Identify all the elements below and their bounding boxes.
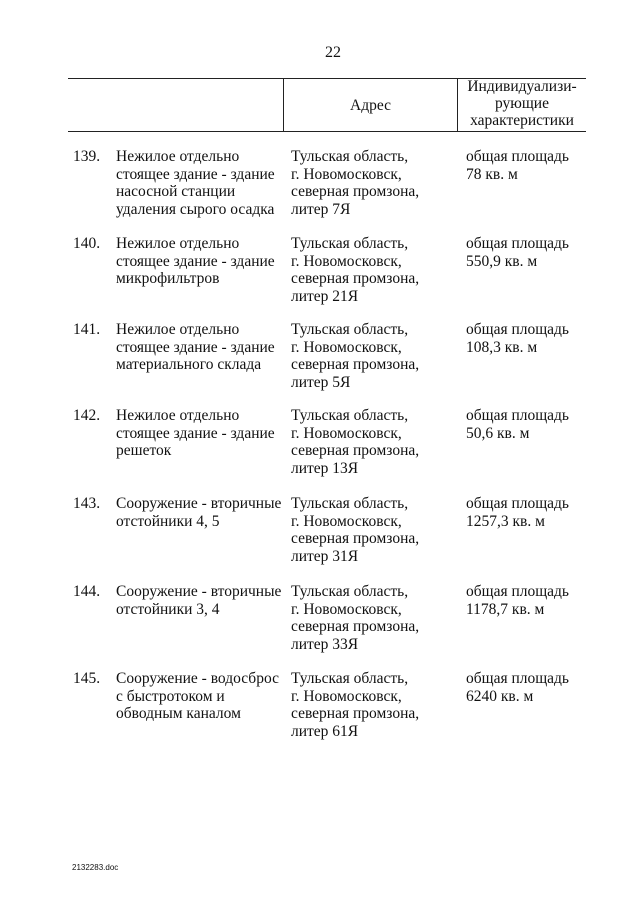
- object-characteristics-line: 6240 кв. м: [466, 687, 534, 705]
- header-characteristics-line: Индивидуализи-: [467, 78, 577, 95]
- object-name: [116, 148, 288, 218]
- object-address-line: Тульская область,: [291, 407, 409, 424]
- object-name: [116, 495, 288, 530]
- page-number: 22: [325, 44, 341, 61]
- object-address-line: северная промзона,: [291, 618, 420, 636]
- object-address-line: северная промзона,: [291, 442, 420, 460]
- object-characteristics-line: 1178,7 кв. м: [466, 600, 545, 618]
- object-address-line: литер 21Я: [291, 287, 359, 305]
- object-address-line: литер 5Я: [291, 373, 351, 391]
- object-name-line: Нежилое отдельно: [116, 321, 240, 338]
- object-name: [116, 321, 288, 374]
- object-address: [291, 407, 451, 477]
- object-characteristics: [466, 583, 596, 618]
- object-address-line: г. Новомосковск,: [291, 424, 402, 442]
- object-name-line: стоящее здание - здание: [116, 252, 275, 270]
- object-characteristics-line: 78 кв. м: [466, 165, 518, 183]
- row-number: 141.: [73, 321, 101, 338]
- object-characteristics: [466, 321, 596, 356]
- object-name-line: Нежилое отдельно: [116, 148, 240, 165]
- object-address-line: г. Новомосковск,: [291, 165, 402, 183]
- object-address-line: литер 61Я: [291, 722, 359, 740]
- header-address: Адрес: [350, 97, 391, 114]
- object-name-line: Сооружение - водосброс: [116, 670, 279, 687]
- object-characteristics-line: общая площадь: [466, 583, 570, 600]
- header-characteristics-line: характеристики: [470, 112, 574, 129]
- object-name-line: материального склада: [116, 356, 262, 374]
- object-address-line: Тульская область,: [291, 670, 409, 687]
- object-address-line: г. Новомосковск,: [291, 252, 402, 270]
- row-number: 139.: [73, 148, 101, 165]
- object-name-line: стоящее здание - здание: [116, 424, 275, 442]
- row-number: 144.: [73, 583, 101, 600]
- object-name-line: Нежилое отдельно: [116, 407, 240, 424]
- object-address: [291, 235, 451, 305]
- object-address-line: г. Новомосковск,: [291, 687, 402, 705]
- object-characteristics-line: 550,9 кв. м: [466, 252, 538, 270]
- object-address-line: Тульская область,: [291, 321, 409, 338]
- object-name-line: обводным каналом: [116, 705, 241, 723]
- object-characteristics-line: общая площадь: [466, 235, 570, 252]
- object-address-line: литер 33Я: [291, 635, 359, 653]
- object-name-line: Сооружение - вторичные: [116, 583, 282, 600]
- object-name-line: отстойники 4, 5: [116, 512, 220, 530]
- object-name-line: Сооружение - вторичные: [116, 495, 282, 512]
- object-name: [116, 235, 288, 288]
- object-name-line: отстойники 3, 4: [116, 600, 220, 618]
- object-name-line: удаления сырого осадка: [116, 200, 275, 218]
- header-characteristics-line: рующие: [495, 95, 549, 112]
- object-characteristics-line: общая площадь: [466, 407, 570, 424]
- object-address-line: северная промзона,: [291, 270, 420, 288]
- object-characteristics-line: 108,3 кв. м: [466, 338, 538, 356]
- object-name-line: стоящее здание - здание: [116, 165, 275, 183]
- object-address: [291, 321, 451, 391]
- object-characteristics: [466, 407, 596, 442]
- object-name: [116, 583, 288, 618]
- object-name-line: решеток: [116, 442, 172, 460]
- object-characteristics-line: общая площадь: [466, 321, 570, 338]
- row-number: 145.: [73, 670, 101, 687]
- object-name: [116, 407, 288, 460]
- object-name-line: стоящее здание - здание: [116, 338, 275, 356]
- row-number: 143.: [73, 495, 101, 512]
- object-address-line: г. Новомосковск,: [291, 512, 402, 530]
- object-address-line: Тульская область,: [291, 495, 409, 512]
- object-address: [291, 495, 451, 565]
- object-name-line: насосной станции: [116, 183, 236, 201]
- object-characteristics-line: общая площадь: [466, 670, 570, 687]
- object-characteristics: [466, 235, 596, 270]
- object-address-line: литер 31Я: [291, 547, 359, 565]
- object-address-line: северная промзона,: [291, 183, 420, 201]
- object-address-line: Тульская область,: [291, 148, 409, 165]
- object-characteristics-line: общая площадь: [466, 148, 570, 165]
- object-name-line: Нежилое отдельно: [116, 235, 240, 252]
- object-address: [291, 583, 451, 653]
- object-characteristics-line: общая площадь: [466, 495, 570, 512]
- object-address: [291, 670, 451, 740]
- row-number: 140.: [73, 235, 101, 252]
- object-address-line: Тульская область,: [291, 583, 409, 600]
- object-characteristics: [466, 148, 596, 183]
- object-characteristics: [466, 495, 596, 530]
- object-address-line: г. Новомосковск,: [291, 338, 402, 356]
- object-address-line: г. Новомосковск,: [291, 600, 402, 618]
- header-characteristics: [458, 78, 586, 129]
- object-address-line: литер 13Я: [291, 459, 359, 477]
- document-footer: 2132283.doc: [72, 863, 119, 872]
- object-address-line: северная промзона,: [291, 705, 420, 723]
- object-characteristics-line: 1257,3 кв. м: [466, 512, 545, 530]
- object-name-line: микрофильтров: [116, 270, 220, 288]
- object-name: [116, 670, 288, 723]
- object-address-line: Тульская область,: [291, 235, 409, 252]
- object-address: [291, 148, 451, 218]
- object-address-line: северная промзона,: [291, 530, 420, 548]
- object-name-line: с быстротоком и: [116, 687, 225, 705]
- object-address-line: северная промзона,: [291, 356, 420, 374]
- object-characteristics-line: 50,6 кв. м: [466, 424, 530, 442]
- row-number: 142.: [73, 407, 101, 424]
- table-header-bottom-rule: [68, 131, 586, 132]
- object-characteristics: [466, 670, 596, 705]
- object-address-line: литер 7Я: [291, 200, 351, 218]
